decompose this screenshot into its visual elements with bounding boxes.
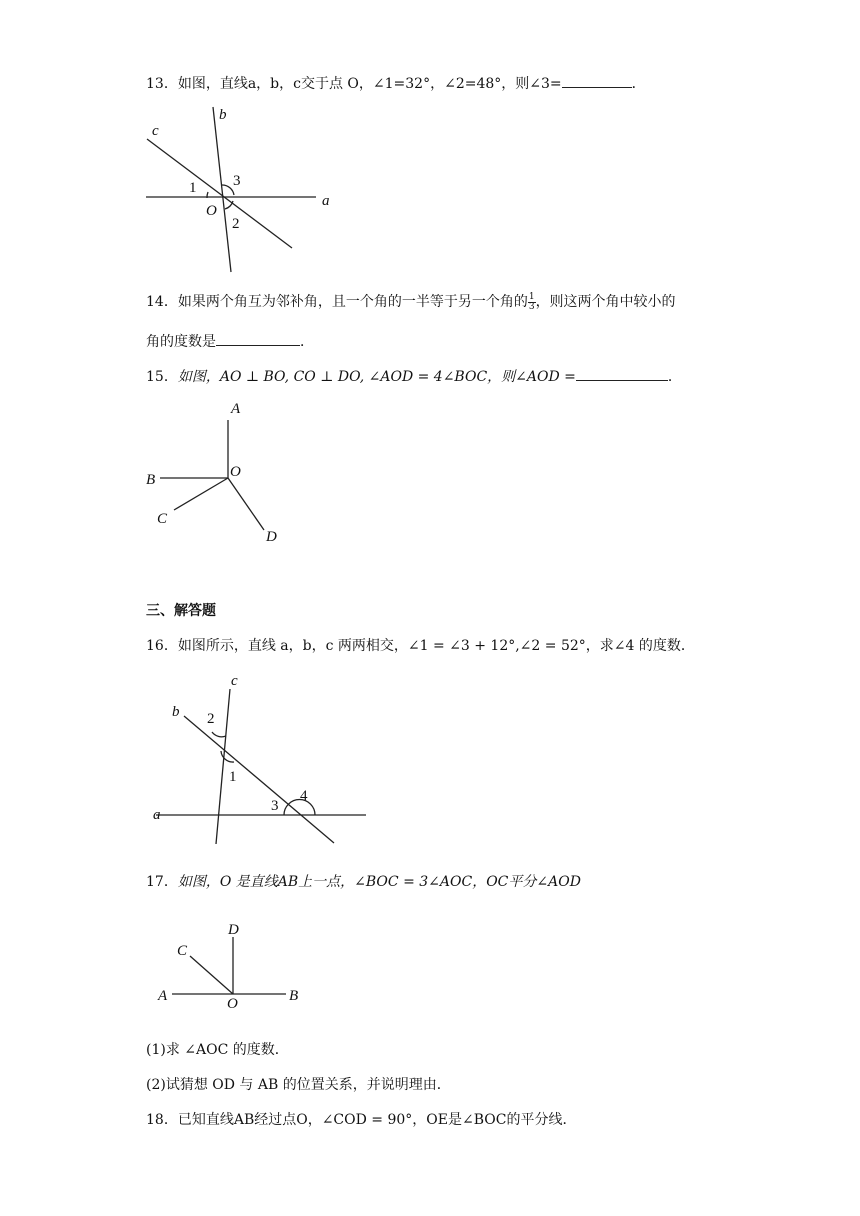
q16-label-3: 3 <box>271 798 279 814</box>
q16-label-c: c <box>231 673 238 689</box>
q15-number: 15． <box>146 369 178 385</box>
q17-label-o: O <box>227 996 238 1012</box>
q13-label-1: 1 <box>189 180 197 196</box>
question-16 <box>146 636 695 656</box>
q17-sub2: (2)试猜想 OD 与 AB 的位置关系，并说明理由． <box>146 1077 451 1093</box>
q14-text-after: ，则这两个角中较小的 <box>535 294 676 310</box>
q18-number: 18． <box>146 1112 178 1128</box>
q14-frac-den: 3 <box>528 301 535 312</box>
question-15 <box>146 366 682 387</box>
q17-label-a: A <box>158 988 168 1004</box>
q14-answer-blank[interactable] <box>216 331 300 346</box>
q15-label-o: O <box>230 464 241 480</box>
q16-label-1: 1 <box>229 769 237 785</box>
q15-label-d: D <box>266 529 277 545</box>
q13-label-2: 2 <box>232 216 240 232</box>
q14-text-before: 如果两个角互为邻补角，且一个角的一半等于另一个角的 <box>177 294 528 310</box>
q14-number: 14． <box>146 294 178 310</box>
q17-number: 17． <box>146 874 178 890</box>
section-title: 三、解答题 <box>146 603 216 619</box>
question-17 <box>146 872 581 892</box>
q15-text: 如图，AO ⊥ BO, CO ⊥ DO, ∠AOD = 4∠BOC，则∠AOD = <box>177 369 576 385</box>
q16-text: 如图所示，直线 a，b，c 两两相交，∠1 = ∠3 + 12°,∠2 = 52°，求∠4 的度数． <box>177 638 695 654</box>
q16-number: 16． <box>146 638 178 654</box>
question-18 <box>146 1110 576 1130</box>
q13-text: 如图，直线a，b，c交于点 O，∠1=32°，∠2=48°，则∠3= <box>177 76 562 92</box>
q17-label-c: C <box>177 943 188 959</box>
q13-answer-blank[interactable] <box>562 73 632 88</box>
q16-label-a: a <box>153 807 161 823</box>
q13-label-3: 3 <box>233 173 241 189</box>
q15-label-c: C <box>157 511 168 527</box>
q13-label-o: O <box>206 203 217 219</box>
question-14-line2 <box>146 331 314 352</box>
q13-label-c: c <box>152 123 159 139</box>
q13-label-b: b <box>219 107 227 123</box>
q15-label-a: A <box>231 401 241 417</box>
q14-line2: 角的度数是 <box>146 334 216 350</box>
q17-text: 如图，O 是直线AB上一点，∠BOC = 3∠AOC，OC平分∠AOD <box>177 874 581 890</box>
q14-frac-num: 1 <box>528 291 535 302</box>
q13-number: 13． <box>146 76 178 92</box>
q17-sub1: (1)求 ∠AOC 的度数． <box>146 1042 289 1058</box>
question-13 <box>146 73 646 94</box>
q14-end: ． <box>300 334 314 350</box>
q15-label-b: B <box>146 472 156 488</box>
q14-fraction <box>528 293 536 312</box>
q13-label-a: a <box>322 193 330 209</box>
q16-label-b: b <box>172 704 180 720</box>
q17-label-d: D <box>228 922 239 938</box>
q18-text: 已知直线AB经过点O，∠COD = 90°，OE是∠BOC的平分线． <box>177 1112 577 1128</box>
q15-answer-blank[interactable] <box>576 366 668 381</box>
q13-end: ． <box>631 76 646 92</box>
q16-label-2: 2 <box>207 711 215 727</box>
q17-label-b: B <box>289 988 299 1004</box>
q15-end: ． <box>667 369 682 385</box>
q16-label-4: 4 <box>300 788 308 804</box>
question-14 <box>146 292 676 312</box>
